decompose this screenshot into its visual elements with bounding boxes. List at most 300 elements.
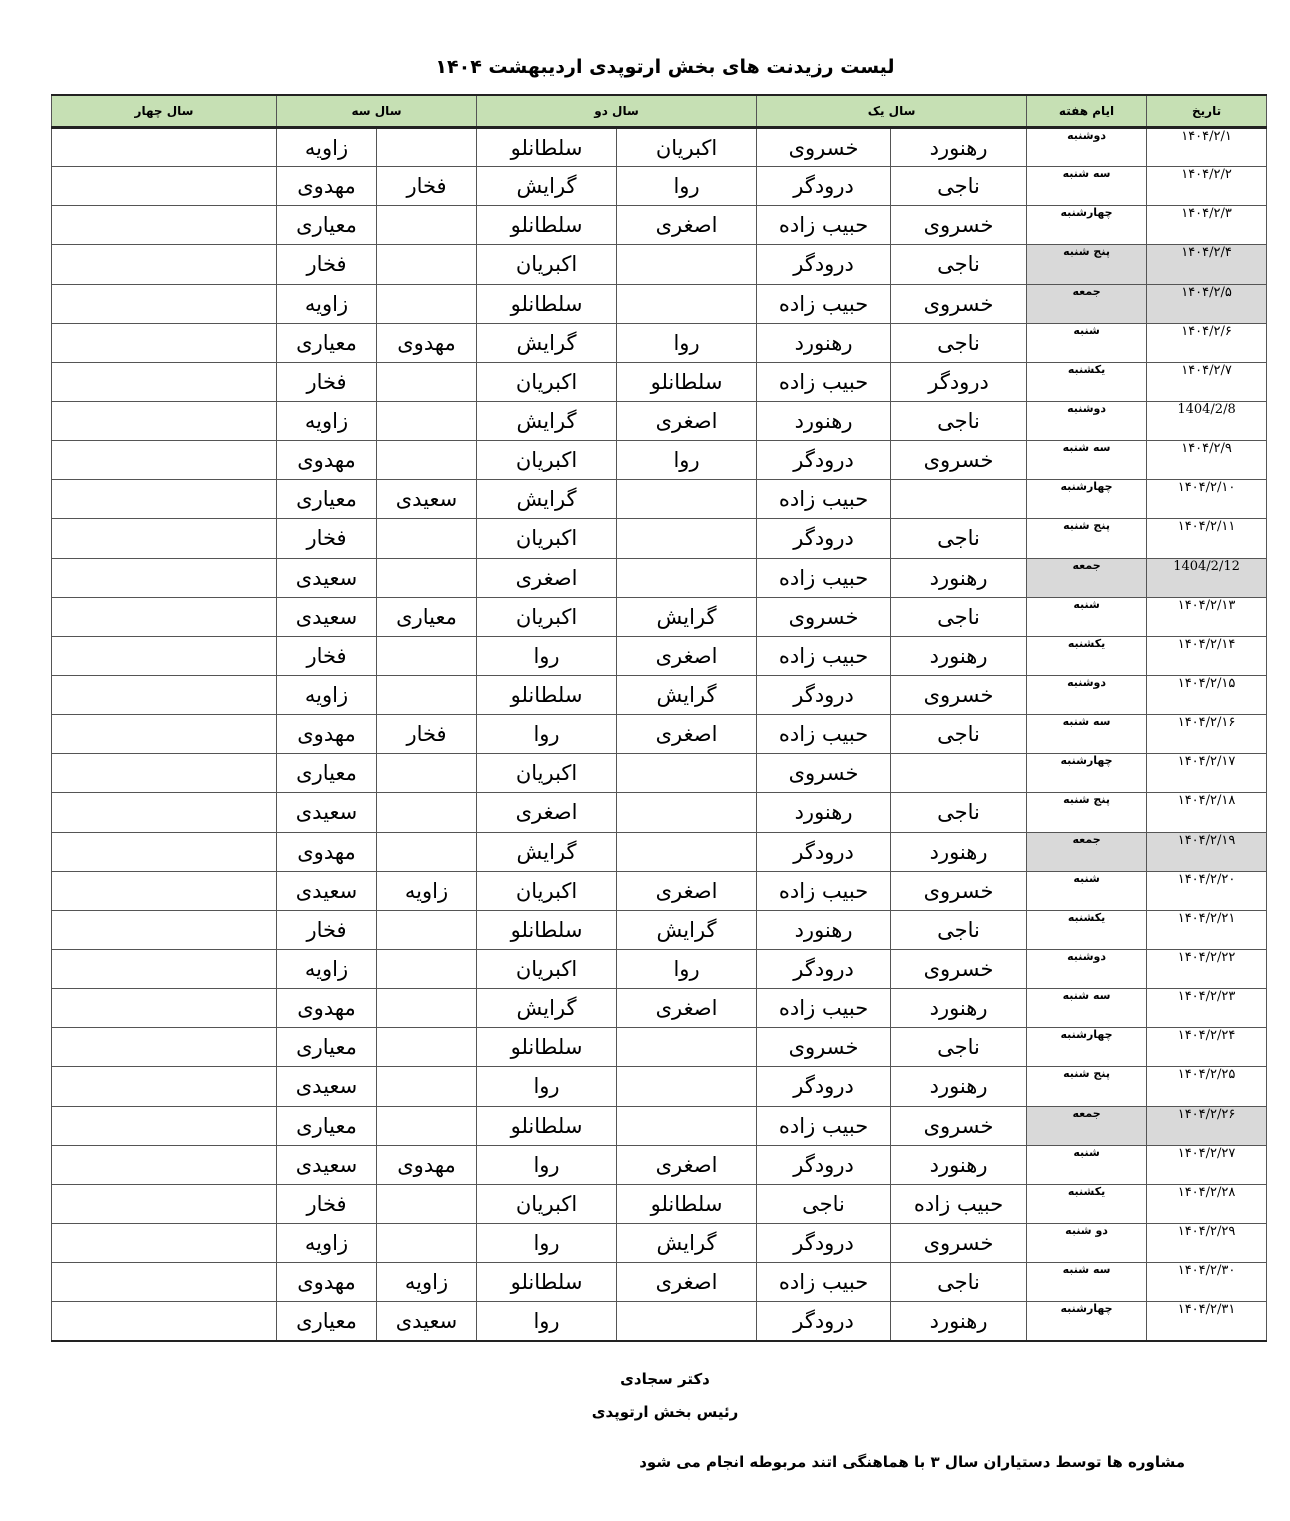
weekday-cell: یکشنبه <box>1027 362 1147 401</box>
year1-resident-a: خسروی <box>891 1223 1027 1262</box>
year2-resident-b: سلطانلو <box>477 284 617 323</box>
date-cell: ۱۴۰۴/۲/۱ <box>1147 128 1267 167</box>
year2-resident-a <box>617 519 757 558</box>
year1-resident-b: حبیب زاده <box>757 480 891 519</box>
table-row <box>52 1067 1267 1106</box>
weekday-cell: شنبه <box>1027 597 1147 636</box>
year1-resident-b: ناجی <box>757 1184 891 1223</box>
year3-resident-b: معیاری <box>277 206 377 245</box>
year4-resident <box>52 558 277 597</box>
year1-resident-a: خسروی <box>891 206 1027 245</box>
year4-resident <box>52 1106 277 1145</box>
year2-resident-b: روا <box>477 1223 617 1262</box>
year2-resident-a: اصغری <box>617 1145 757 1184</box>
date-cell: ۱۴۰۴/۲/۳۰ <box>1147 1263 1267 1302</box>
year4-resident <box>52 597 277 636</box>
year2-resident-b: روا <box>477 1067 617 1106</box>
year2-resident-a <box>617 558 757 597</box>
header-year3: سال سه <box>277 95 477 128</box>
date-cell: ۱۴۰۴/۲/۳ <box>1147 206 1267 245</box>
table-row <box>52 754 1267 793</box>
year3-resident-a: سعیدی <box>377 1302 477 1341</box>
date-cell: ۱۴۰۴/۲/۲۸ <box>1147 1184 1267 1223</box>
table-row <box>52 206 1267 245</box>
table-row <box>52 989 1267 1028</box>
year1-resident-a: خسروی <box>891 871 1027 910</box>
year3-resident-b: زاویه <box>277 401 377 440</box>
year2-resident-b: گرایش <box>477 167 617 206</box>
year2-resident-a: روا <box>617 323 757 362</box>
weekday-cell: پنج شنبه <box>1027 519 1147 558</box>
year1-resident-a: ناجی <box>891 323 1027 362</box>
year3-resident-a <box>377 636 477 675</box>
year1-resident-b: حبیب زاده <box>757 1106 891 1145</box>
year3-resident-b: فخار <box>277 245 377 284</box>
year1-resident-a: رهنورد <box>891 1302 1027 1341</box>
year1-resident-a: خسروی <box>891 1106 1027 1145</box>
year2-resident-a: اصغری <box>617 989 757 1028</box>
header-row <box>52 95 1267 128</box>
page-title: لیست رزیدنت های بخش ارتوپدی اردیبهشت ۱۴۰۴ <box>435 56 895 78</box>
year2-resident-b: روا <box>477 636 617 675</box>
year2-resident-b: روا <box>477 715 617 754</box>
date-cell: ۱۴۰۴/۲/۱۷ <box>1147 754 1267 793</box>
weekday-cell: دوشنبه <box>1027 401 1147 440</box>
year1-resident-b: رهنورد <box>757 793 891 832</box>
year1-resident-b: خسروی <box>757 128 891 167</box>
year3-resident-b: مهدوی <box>277 715 377 754</box>
year3-resident-b: زاویه <box>277 949 377 988</box>
year2-resident-a: اصغری <box>617 1263 757 1302</box>
weekday-cell: سه شنبه <box>1027 167 1147 206</box>
year4-resident <box>52 284 277 323</box>
table-row <box>52 323 1267 362</box>
year3-resident-b: مهدوی <box>277 167 377 206</box>
weekday-cell: شنبه <box>1027 1145 1147 1184</box>
weekday-cell: یکشنبه <box>1027 910 1147 949</box>
year3-resident-b: معیاری <box>277 754 377 793</box>
year3-resident-b: زاویه <box>277 128 377 167</box>
year1-resident-b: حبیب زاده <box>757 989 891 1028</box>
year2-resident-b: اصغری <box>477 558 617 597</box>
weekday-cell: سه شنبه <box>1027 1263 1147 1302</box>
year3-resident-a: فخار <box>377 167 477 206</box>
year3-resident-a: فخار <box>377 715 477 754</box>
table-row <box>52 1184 1267 1223</box>
year1-resident-b: درودگر <box>757 1302 891 1341</box>
date-cell: ۱۴۰۴/۲/۴ <box>1147 245 1267 284</box>
year1-resident-b: حبیب زاده <box>757 636 891 675</box>
year2-resident-b: روا <box>477 1145 617 1184</box>
year4-resident <box>52 206 277 245</box>
weekday-cell: پنج شنبه <box>1027 1067 1147 1106</box>
table-row <box>52 1106 1267 1145</box>
table-row <box>52 128 1267 167</box>
year2-resident-b: اصغری <box>477 793 617 832</box>
year4-resident <box>52 793 277 832</box>
year2-resident-a <box>617 754 757 793</box>
weekday-cell: چهارشنبه <box>1027 754 1147 793</box>
year4-resident <box>52 519 277 558</box>
table-row <box>52 910 1267 949</box>
date-cell: ۱۴۰۴/۲/۲۹ <box>1147 1223 1267 1262</box>
date-cell: ۱۴۰۴/۲/۶ <box>1147 323 1267 362</box>
year3-resident-a <box>377 832 477 871</box>
year3-resident-a <box>377 949 477 988</box>
table-row <box>52 871 1267 910</box>
table-row <box>52 715 1267 754</box>
year3-resident-b: مهدوی <box>277 832 377 871</box>
year4-resident <box>52 871 277 910</box>
table-row <box>52 284 1267 323</box>
year3-resident-a <box>377 519 477 558</box>
year4-resident <box>52 128 277 167</box>
year1-resident-a: ناجی <box>891 167 1027 206</box>
year1-resident-b: درودگر <box>757 441 891 480</box>
year2-resident-b: اکبریان <box>477 949 617 988</box>
year3-resident-b: سعیدی <box>277 793 377 832</box>
year1-resident-b: درودگر <box>757 949 891 988</box>
year3-resident-a <box>377 284 477 323</box>
date-cell: ۱۴۰۴/۲/۱۹ <box>1147 832 1267 871</box>
year1-resident-a: ناجی <box>891 793 1027 832</box>
year1-resident-a: ناجی <box>891 1263 1027 1302</box>
year3-resident-b: زاویه <box>277 675 377 714</box>
year2-resident-b: اکبریان <box>477 871 617 910</box>
year1-resident-a: ناجی <box>891 910 1027 949</box>
year4-resident <box>52 715 277 754</box>
date-cell: ۱۴۰۴/۲/۳۱ <box>1147 1302 1267 1341</box>
year3-resident-a: زاویه <box>377 1263 477 1302</box>
year3-resident-a <box>377 1106 477 1145</box>
year3-resident-a <box>377 1067 477 1106</box>
year3-resident-a <box>377 1184 477 1223</box>
signature-role: رئیس بخش ارتوپدی <box>591 1403 739 1421</box>
date-cell: ۱۴۰۴/۲/۱۱ <box>1147 519 1267 558</box>
year1-resident-a: خسروی <box>891 441 1027 480</box>
year2-resident-a <box>617 480 757 519</box>
year3-resident-b: معیاری <box>277 480 377 519</box>
year1-resident-a: خسروی <box>891 675 1027 714</box>
year4-resident <box>52 1145 277 1184</box>
year2-resident-b: اکبریان <box>477 441 617 480</box>
year2-resident-a <box>617 1302 757 1341</box>
table-row <box>52 1302 1267 1341</box>
year3-resident-b: سعیدی <box>277 558 377 597</box>
table-row <box>52 401 1267 440</box>
year4-resident <box>52 832 277 871</box>
year1-resident-b: حبیب زاده <box>757 206 891 245</box>
year2-resident-b: گرایش <box>477 323 617 362</box>
year4-resident <box>52 754 277 793</box>
weekday-cell: یکشنبه <box>1027 636 1147 675</box>
year3-resident-a: مهدوی <box>377 323 477 362</box>
year4-resident <box>52 636 277 675</box>
year4-resident <box>52 1067 277 1106</box>
table-row <box>52 480 1267 519</box>
table-row <box>52 519 1267 558</box>
year3-resident-a <box>377 910 477 949</box>
year1-resident-b: حبیب زاده <box>757 362 891 401</box>
signature-name: دکتر سجادی <box>620 1370 710 1388</box>
year3-resident-b: معیاری <box>277 1106 377 1145</box>
date-cell: ۱۴۰۴/۲/۹ <box>1147 441 1267 480</box>
year3-resident-a <box>377 401 477 440</box>
table-row <box>52 949 1267 988</box>
year2-resident-b: اکبریان <box>477 362 617 401</box>
year4-resident <box>52 1263 277 1302</box>
year1-resident-a: رهنورد <box>891 1067 1027 1106</box>
year2-resident-b: اکبریان <box>477 519 617 558</box>
weekday-cell: پنج شنبه <box>1027 245 1147 284</box>
year3-resident-a: سعیدی <box>377 480 477 519</box>
year2-resident-b: سلطانلو <box>477 206 617 245</box>
date-cell: ۱۴۰۴/۲/۲۱ <box>1147 910 1267 949</box>
year4-resident <box>52 1184 277 1223</box>
year1-resident-a: خسروی <box>891 949 1027 988</box>
date-cell: ۱۴۰۴/۲/۱۶ <box>1147 715 1267 754</box>
year1-resident-a: رهنورد <box>891 636 1027 675</box>
year3-resident-a <box>377 675 477 714</box>
year2-resident-a <box>617 1106 757 1145</box>
year4-resident <box>52 675 277 714</box>
table-row <box>52 675 1267 714</box>
year1-resident-a: ناجی <box>891 245 1027 284</box>
year1-resident-b: درودگر <box>757 519 891 558</box>
header-year1: سال یک <box>757 95 1027 128</box>
year3-resident-b: معیاری <box>277 323 377 362</box>
date-cell: ۱۴۰۴/۲/۲۷ <box>1147 1145 1267 1184</box>
year1-resident-b: خسروی <box>757 754 891 793</box>
year4-resident <box>52 245 277 284</box>
year1-resident-b: درودگر <box>757 832 891 871</box>
weekday-cell: دوشنبه <box>1027 128 1147 167</box>
weekday-cell: دوشنبه <box>1027 675 1147 714</box>
year4-resident <box>52 1223 277 1262</box>
year2-resident-a: اکبریان <box>617 128 757 167</box>
year2-resident-b: گرایش <box>477 832 617 871</box>
year3-resident-a <box>377 754 477 793</box>
year2-resident-b: روا <box>477 1302 617 1341</box>
year2-resident-a <box>617 793 757 832</box>
year1-resident-b: حبیب زاده <box>757 284 891 323</box>
year2-resident-b: سلطانلو <box>477 1106 617 1145</box>
year1-resident-a: خسروی <box>891 284 1027 323</box>
table-row <box>52 558 1267 597</box>
year1-resident-b: رهنورد <box>757 401 891 440</box>
year3-resident-b: فخار <box>277 362 377 401</box>
table-row <box>52 1263 1267 1302</box>
year3-resident-b: معیاری <box>277 1028 377 1067</box>
year3-resident-a <box>377 206 477 245</box>
year2-resident-b: اکبریان <box>477 754 617 793</box>
weekday-cell: چهارشنبه <box>1027 206 1147 245</box>
year4-resident <box>52 480 277 519</box>
weekday-cell: چهارشنبه <box>1027 1028 1147 1067</box>
year3-resident-b: معیاری <box>277 1302 377 1341</box>
table-row <box>52 832 1267 871</box>
weekday-cell: جمعه <box>1027 832 1147 871</box>
table-row <box>52 1028 1267 1067</box>
table-row <box>52 362 1267 401</box>
table-row <box>52 167 1267 206</box>
year3-resident-a <box>377 128 477 167</box>
year3-resident-a <box>377 441 477 480</box>
roster-table <box>51 94 1267 1342</box>
year1-resident-a <box>891 480 1027 519</box>
year4-resident <box>52 989 277 1028</box>
header-day: ایام هفته <box>1027 95 1147 128</box>
year3-resident-a <box>377 1028 477 1067</box>
year3-resident-b: فخار <box>277 910 377 949</box>
year2-resident-a <box>617 832 757 871</box>
year2-resident-a: روا <box>617 441 757 480</box>
date-cell: ۱۴۰۴/۲/۲۲ <box>1147 949 1267 988</box>
year3-resident-b: فخار <box>277 636 377 675</box>
year2-resident-a <box>617 245 757 284</box>
year2-resident-a: اصغری <box>617 715 757 754</box>
year4-resident <box>52 1028 277 1067</box>
year4-resident <box>52 949 277 988</box>
year3-resident-b: زاویه <box>277 1223 377 1262</box>
year2-resident-b: سلطانلو <box>477 675 617 714</box>
year1-resident-b: خسروی <box>757 597 891 636</box>
year3-resident-b: سعیدی <box>277 871 377 910</box>
year3-resident-b: زاویه <box>277 284 377 323</box>
header-date: تاریخ <box>1147 95 1267 128</box>
year1-resident-a: ناجی <box>891 401 1027 440</box>
date-cell: ۱۴۰۴/۲/۷ <box>1147 362 1267 401</box>
year1-resident-b: رهنورد <box>757 323 891 362</box>
date-cell: ۱۴۰۴/۲/۱۰ <box>1147 480 1267 519</box>
roster-body <box>52 128 1267 1342</box>
weekday-cell: سه شنبه <box>1027 715 1147 754</box>
year2-resident-b: گرایش <box>477 401 617 440</box>
weekday-cell: جمعه <box>1027 284 1147 323</box>
weekday-cell: شنبه <box>1027 323 1147 362</box>
year2-resident-a: اصغری <box>617 401 757 440</box>
year3-resident-b: مهدوی <box>277 441 377 480</box>
weekday-cell: دو شنبه <box>1027 1223 1147 1262</box>
date-cell: ۱۴۰۴/۲/۲۰ <box>1147 871 1267 910</box>
year3-resident-b: فخار <box>277 519 377 558</box>
year2-resident-b: اکبریان <box>477 1184 617 1223</box>
date-cell: ۱۴۰۴/۲/۱۳ <box>1147 597 1267 636</box>
year1-resident-b: درودگر <box>757 245 891 284</box>
year1-resident-a: ناجی <box>891 1028 1027 1067</box>
year1-resident-b: خسروی <box>757 1028 891 1067</box>
weekday-cell: شنبه <box>1027 871 1147 910</box>
year2-resident-b: سلطانلو <box>477 1263 617 1302</box>
year1-resident-b: حبیب زاده <box>757 1263 891 1302</box>
year1-resident-b: درودگر <box>757 1067 891 1106</box>
year2-resident-a: سلطانلو <box>617 1184 757 1223</box>
year4-resident <box>52 362 277 401</box>
date-cell: ۱۴۰۴/۲/۵ <box>1147 284 1267 323</box>
year4-resident <box>52 323 277 362</box>
weekday-cell: یکشنبه <box>1027 1184 1147 1223</box>
year2-resident-a: اصغری <box>617 636 757 675</box>
year4-resident <box>52 910 277 949</box>
year1-resident-a: رهنورد <box>891 1145 1027 1184</box>
table-row <box>52 636 1267 675</box>
table-row <box>52 793 1267 832</box>
date-cell: ۱۴۰۴/۲/۱۸ <box>1147 793 1267 832</box>
year3-resident-b: سعیدی <box>277 1145 377 1184</box>
year2-resident-a: اصغری <box>617 871 757 910</box>
year3-resident-b: مهدوی <box>277 989 377 1028</box>
table-row <box>52 441 1267 480</box>
table-row <box>52 1223 1267 1262</box>
year3-resident-a <box>377 989 477 1028</box>
year2-resident-b: سلطانلو <box>477 128 617 167</box>
table-row <box>52 1145 1267 1184</box>
year1-resident-b: درودگر <box>757 1223 891 1262</box>
year2-resident-a: روا <box>617 949 757 988</box>
date-cell: ۱۴۰۴/۲/۲۵ <box>1147 1067 1267 1106</box>
weekday-cell: دوشنبه <box>1027 949 1147 988</box>
year1-resident-a: رهنورد <box>891 128 1027 167</box>
year3-resident-a: معیاری <box>377 597 477 636</box>
year4-resident <box>52 401 277 440</box>
year4-resident <box>52 1302 277 1341</box>
year2-resident-a: گرایش <box>617 675 757 714</box>
year2-resident-a: سلطانلو <box>617 362 757 401</box>
year2-resident-a <box>617 1028 757 1067</box>
year2-resident-b: اکبریان <box>477 597 617 636</box>
year3-resident-a <box>377 558 477 597</box>
year2-resident-b: اکبریان <box>477 245 617 284</box>
header-year4: سال چهار <box>52 95 277 128</box>
year1-resident-a: ناجی <box>891 597 1027 636</box>
header-year2: سال دو <box>477 95 757 128</box>
weekday-cell: جمعه <box>1027 1106 1147 1145</box>
date-cell: ۱۴۰۴/۲/۲ <box>1147 167 1267 206</box>
year3-resident-a <box>377 793 477 832</box>
year1-resident-b: حبیب زاده <box>757 871 891 910</box>
date-cell: ۱۴۰۴/۲/۲۴ <box>1147 1028 1267 1067</box>
year1-resident-a: رهنورد <box>891 558 1027 597</box>
year1-resident-a: ناجی <box>891 519 1027 558</box>
year2-resident-b: گرایش <box>477 480 617 519</box>
date-cell: ۱۴۰۴/۲/۲۶ <box>1147 1106 1267 1145</box>
date-cell: 1404/2/8 <box>1147 401 1267 440</box>
weekday-cell: چهارشنبه <box>1027 1302 1147 1341</box>
year1-resident-a: رهنورد <box>891 989 1027 1028</box>
year3-resident-a <box>377 362 477 401</box>
weekday-cell: پنج شنبه <box>1027 793 1147 832</box>
year4-resident <box>52 167 277 206</box>
year3-resident-a: مهدوی <box>377 1145 477 1184</box>
year2-resident-a: گرایش <box>617 910 757 949</box>
year2-resident-b: سلطانلو <box>477 910 617 949</box>
year3-resident-b: سعیدی <box>277 597 377 636</box>
weekday-cell: سه شنبه <box>1027 441 1147 480</box>
date-cell: 1404/2/12 <box>1147 558 1267 597</box>
year3-resident-b: مهدوی <box>277 1263 377 1302</box>
date-cell: ۱۴۰۴/۲/۱۴ <box>1147 636 1267 675</box>
year1-resident-b: درودگر <box>757 167 891 206</box>
year3-resident-a: زاویه <box>377 871 477 910</box>
footer-note: مشاوره ها توسط دستیاران سال ۳ با هماهنگی اتند مربوطه انجام می شود <box>639 1453 1185 1471</box>
year2-resident-a: گرایش <box>617 1223 757 1262</box>
year3-resident-b: سعیدی <box>277 1067 377 1106</box>
year1-resident-a: درودگر <box>891 362 1027 401</box>
year2-resident-a <box>617 284 757 323</box>
table-row <box>52 245 1267 284</box>
weekday-cell: سه شنبه <box>1027 989 1147 1028</box>
year1-resident-b: حبیب زاده <box>757 715 891 754</box>
